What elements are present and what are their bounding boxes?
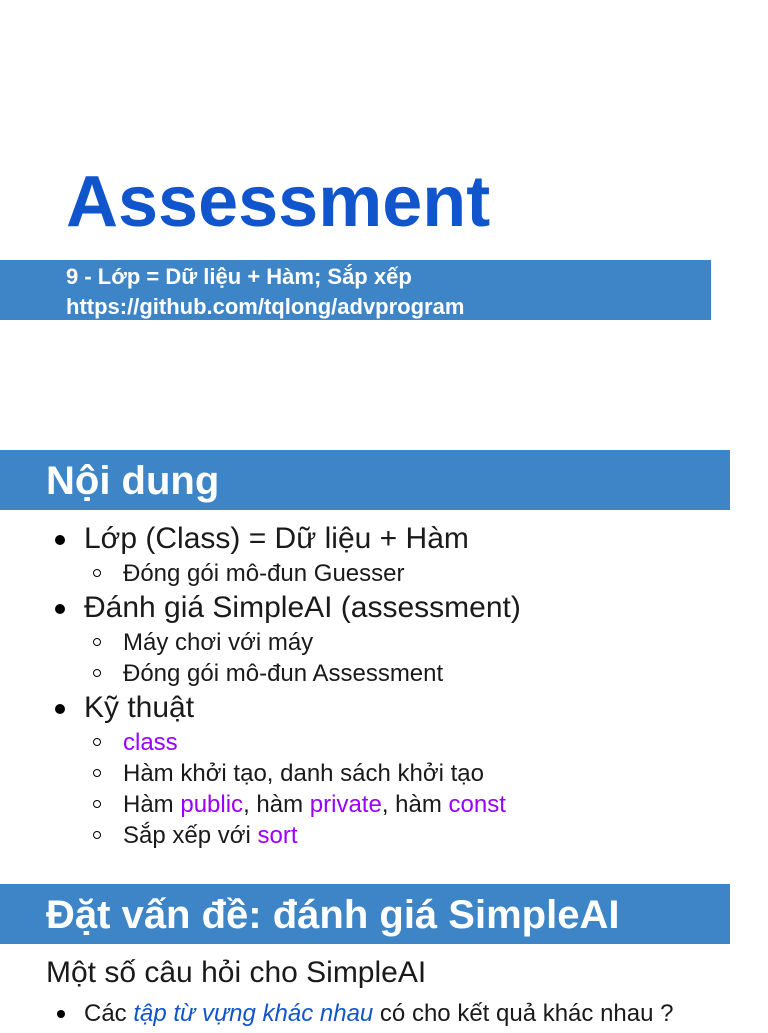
- keyword-const: const: [448, 791, 506, 818]
- sub-list-item-text: , hàm: [243, 791, 310, 818]
- subtitle-bar: [0, 260, 711, 320]
- list-item: [0, 689, 768, 727]
- keyword-private: private: [309, 791, 382, 818]
- contents-list: [0, 520, 768, 851]
- subtitle-url[interactable]: https://github.com/tqlong/advprogram: [66, 294, 465, 319]
- bullet-circle-icon: [93, 638, 101, 646]
- list-item-text: Lớp (Class) = Dữ liệu + Hàm: [84, 522, 469, 555]
- sub-list-item: [0, 758, 768, 789]
- sub-list-item-text: Đóng gói mô-đun Assessment: [123, 660, 444, 687]
- sub-list-item: [0, 658, 768, 689]
- sub-list-item: [0, 627, 768, 658]
- list-item-text: Các: [84, 1000, 134, 1027]
- section-heading-problem: Đặt vấn đề: đánh giá SimpleAI: [0, 884, 730, 944]
- sub-list-item-text: Đóng gói mô-đun Guesser: [123, 560, 405, 587]
- bullet-circle-icon: [93, 800, 101, 808]
- vocabulary-link[interactable]: tập từ vựng khác nhau: [133, 1000, 374, 1027]
- list-item: [0, 520, 768, 558]
- list-item-text: Đánh giá SimpleAI (assessment): [84, 591, 521, 624]
- sub-list-item: [0, 727, 768, 758]
- bullet-dot-icon: [55, 704, 65, 714]
- sub-list-item-text: , hàm: [381, 791, 449, 818]
- sub-list-item: [0, 820, 768, 851]
- subtitle-lesson: 9 - Lớp = Dữ liệu + Hàm; Sắp xếp: [66, 264, 412, 289]
- list-item: [0, 995, 768, 1033]
- list-item: [0, 589, 768, 627]
- sub-list-item-text: Hàm: [123, 791, 181, 818]
- bullet-circle-icon: [93, 669, 101, 677]
- sub-list-item-text: Hàm khởi tạo, danh sách khởi tạo: [123, 760, 484, 787]
- bullet-dot-icon: [57, 1010, 65, 1018]
- bullet-circle-icon: [93, 831, 101, 839]
- questions-list: [0, 995, 768, 1033]
- questions-intro: Một số câu hỏi cho SimpleAI: [46, 956, 427, 989]
- bullet-dot-icon: [55, 604, 65, 614]
- section-heading-contents: Nội dung: [0, 450, 730, 510]
- bullet-dot-icon: [55, 535, 65, 545]
- bullet-circle-icon: [93, 738, 101, 746]
- sub-list-item-text: Sắp xếp với: [123, 822, 258, 849]
- list-item-text: Kỹ thuật: [84, 691, 195, 724]
- keyword-class: class: [123, 729, 178, 756]
- sub-list-item: [0, 789, 768, 820]
- sub-list-item-text: Máy chơi với máy: [123, 629, 314, 656]
- keyword-sort: sort: [257, 822, 298, 849]
- sub-list-item: [0, 558, 768, 589]
- bullet-circle-icon: [93, 769, 101, 777]
- bullet-circle-icon: [93, 569, 101, 577]
- keyword-public: public: [180, 791, 244, 818]
- slide-title: Assessment: [66, 162, 491, 242]
- list-item-text: có cho kết quả khác nhau ?: [373, 1000, 674, 1027]
